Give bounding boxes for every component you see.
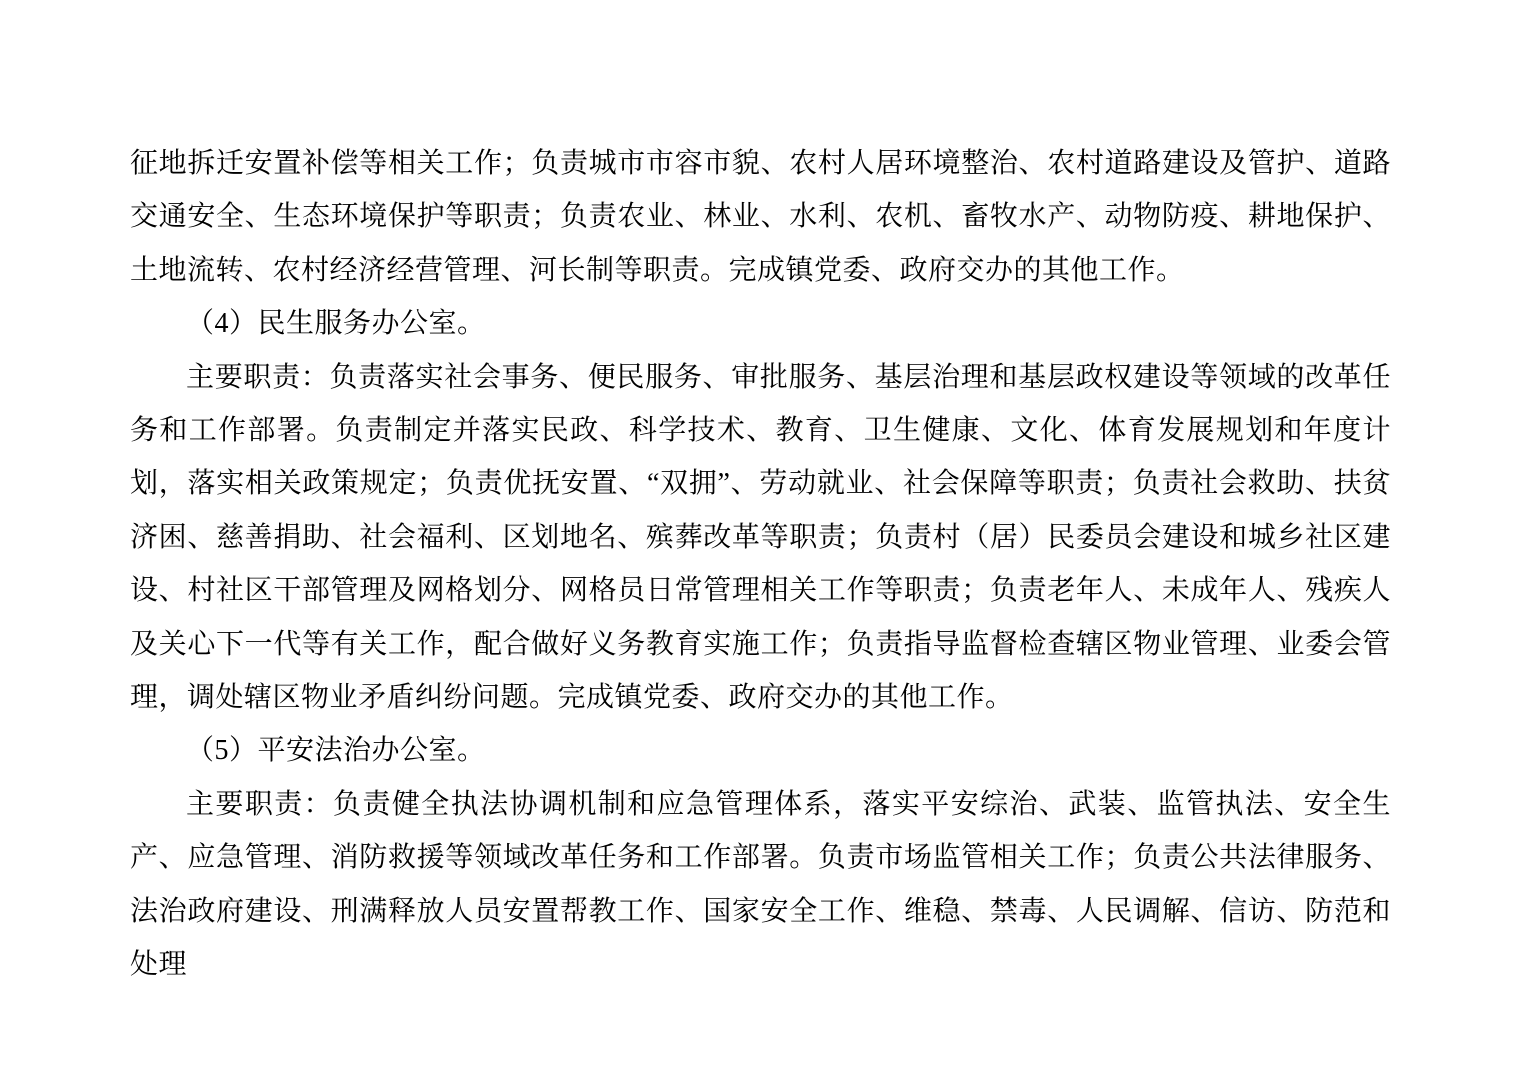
paragraph-heading-pingan-fazhi-office: （5）平安法治办公室。: [186, 735, 486, 767]
paragraph-pingan-fazhi-office-duties: 主要职责：负责健全执法协调机制和应急管理体系，落实平安综治、武装、监管执法、安全生产、应急管理、消防救援等领域改革任务和工作部署。负责市场监管相关工作；负责公共法律服务、法治政府建设、刑满释放人员安置帮教工作、国家安全工作、维稳、禁毒、人民调解、信访、防范和处理: [130, 788, 1391, 981]
paragraph-heading-minsheng-office: （4）民生服务办公室。: [186, 308, 486, 340]
document-text-block: [130, 137, 1391, 992]
paragraph-minsheng-office-duties: 主要职责：负责落实社会事务、便民服务、审批服务、基层治理和基层政权建设等领域的改革任务和工作部署。负责制定并落实民政、科学技术、教育、卫生健康、文化、体育发展规划和年度计划，落实相关政策规定；负责优抚安置、“双拥”、劳动就业、社会保障等职责；负责社会救助、扶贫济困、慈善捐助、社会福利、区划地名、殡葬改革等职责；负责村（居）民委员会建设和城乡社区建设、村社区干部管理及网格划分、网格员日常管理相关工作等职责；负责老年人、未成年人、残疾人及关心下一代等有关工作，配合做好义务教育实施工作；负责指导监督检查辖区物业管理、业委会管理，调处辖区物业矛盾纠纷问题。完成镇党委、政府交办的其他工作。: [130, 361, 1391, 714]
paragraph-land-requisition-duties: 征地拆迁安置补偿等相关工作；负责城市市容市貌、农村人居环境整治、农村道路建设及管护、道路交通安全、生态环境保护等职责；负责农业、林业、水利、农机、畜牧水产、动物防疫、耕地保护、土地流转、农村经济经营管理、河长制等职责。完成镇党委、政府交办的其他工作。: [130, 148, 1391, 286]
